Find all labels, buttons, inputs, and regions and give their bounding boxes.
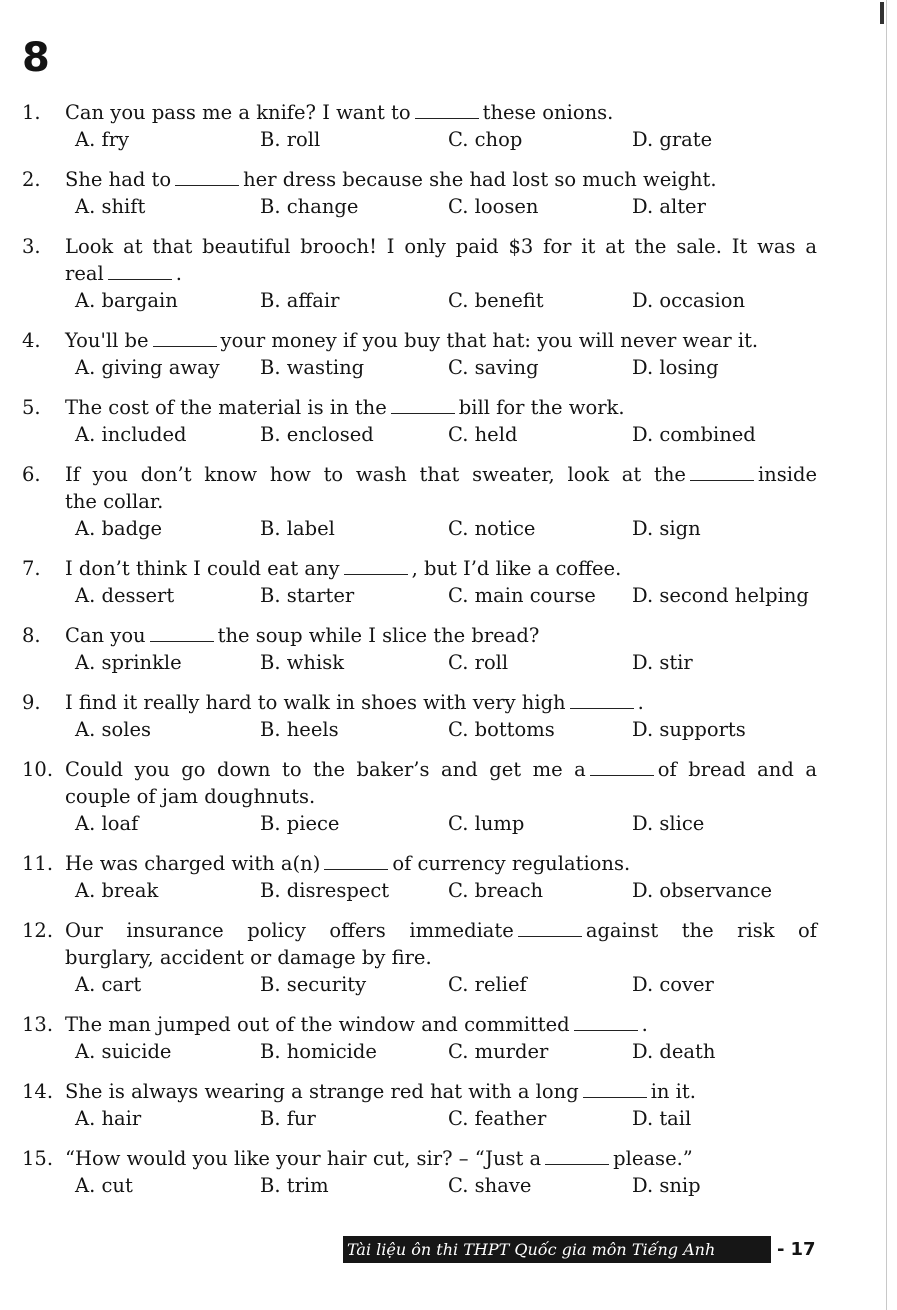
question-line <box>22 917 822 944</box>
question-text-before: You'll be <box>65 329 149 352</box>
question-text-after: inside <box>757 463 817 486</box>
question-text-before: Can you pass me a knife? I want to <box>65 101 411 124</box>
question-number: 7. <box>22 557 41 580</box>
answer-option: D. occasion <box>632 289 746 312</box>
answer-option: D. stir <box>632 651 693 674</box>
question-item <box>22 917 822 998</box>
question-item <box>22 756 822 837</box>
answer-option: A. soles <box>75 718 152 741</box>
question-text-before: She is always wearing a strange red hat with a long <box>65 1080 579 1103</box>
answer-option: D. tail <box>632 1107 692 1130</box>
question-text-continued: couple of jam doughnuts. <box>65 785 316 808</box>
question-text-before: The cost of the material is in the <box>65 396 387 419</box>
footer-separator: - <box>777 1239 785 1260</box>
question-line <box>22 166 822 193</box>
answer-option: A. shift <box>75 195 146 218</box>
answer-option: D. observance <box>632 879 773 902</box>
answer-blank <box>583 1079 647 1098</box>
question-text-before: Can you <box>65 624 146 647</box>
answer-option: C. shave <box>448 1174 532 1197</box>
question-number: 15. <box>22 1147 54 1170</box>
answer-options <box>22 515 822 542</box>
question-line <box>22 260 822 287</box>
answer-option: D. sign <box>632 517 701 540</box>
question-text <box>65 99 613 126</box>
answer-options <box>22 421 822 448</box>
answer-option: C. notice <box>448 517 536 540</box>
answer-option: B. heels <box>260 718 339 741</box>
question-line <box>22 1078 822 1105</box>
question-line <box>22 488 822 515</box>
question-line <box>22 944 822 971</box>
question-number: 3. <box>22 235 41 258</box>
answer-option: D. combined <box>632 423 756 446</box>
question-text <box>65 689 644 716</box>
answer-option: C. held <box>448 423 518 446</box>
question-line <box>22 555 822 582</box>
question-item <box>22 461 822 542</box>
answer-option: A. bargain <box>75 289 178 312</box>
question-text-after: of bread and a <box>657 758 817 781</box>
question-text-after: these onions. <box>482 101 614 124</box>
answer-options <box>22 126 822 153</box>
section-number: 8 <box>22 35 50 81</box>
answer-option: C. feather <box>448 1107 547 1130</box>
question-text-after: the soup while I slice the bread? <box>217 624 540 647</box>
answer-option: A. break <box>75 879 159 902</box>
answer-option: D. losing <box>632 356 719 379</box>
answer-option: B. whisk <box>260 651 345 674</box>
question-text-before: Could you go down to the baker’s and get me a <box>65 758 586 781</box>
question-number: 9. <box>22 691 41 714</box>
answer-option: D. slice <box>632 812 705 835</box>
question-text <box>65 622 539 649</box>
question-text <box>65 555 621 582</box>
answer-option: B. affair <box>260 289 340 312</box>
answer-blank <box>175 167 239 186</box>
question-line <box>22 461 822 488</box>
answer-options <box>22 649 822 676</box>
question-item <box>22 850 822 904</box>
answer-options <box>22 1105 822 1132</box>
answer-option: A. loaf <box>75 812 139 835</box>
answer-option: B. label <box>260 517 335 540</box>
question-text-before: He was charged with a(n) <box>65 852 321 875</box>
answer-options <box>22 582 822 609</box>
question-number: 8. <box>22 624 41 647</box>
binding-mark <box>880 2 884 24</box>
question-line <box>22 1145 822 1172</box>
answer-option: C. breach <box>448 879 544 902</box>
answer-option: B. roll <box>260 128 321 151</box>
answer-blank <box>570 690 634 709</box>
answer-option: A. badge <box>75 517 163 540</box>
question-item <box>22 166 822 220</box>
question-item <box>22 1145 822 1199</box>
answer-option: A. giving away <box>75 356 220 379</box>
answer-blank <box>108 261 172 280</box>
answer-blank <box>690 462 754 481</box>
question-line <box>22 756 822 783</box>
answer-option: B. trim <box>260 1174 329 1197</box>
answer-option: A. hair <box>75 1107 142 1130</box>
answer-options <box>22 877 822 904</box>
question-text <box>65 260 182 287</box>
question-number: 11. <box>22 852 54 875</box>
question-text-after: of currency regulations. <box>392 852 631 875</box>
question-text-before: She had to <box>65 168 172 191</box>
answer-options <box>22 810 822 837</box>
footer-banner: Tài liệu ôn thi THPT Quốc gia môn Tiếng Anh <box>343 1236 771 1263</box>
answer-option: B. homicide <box>260 1040 377 1063</box>
answer-options <box>22 1172 822 1199</box>
question-item <box>22 233 822 314</box>
answer-option: D. snip <box>632 1174 701 1197</box>
answer-option: B. fur <box>260 1107 316 1130</box>
question-text <box>65 1145 693 1172</box>
question-text-after: bill for the work. <box>458 396 625 419</box>
question-line <box>22 783 822 810</box>
answer-blank <box>415 100 479 119</box>
answer-option: C. main course <box>448 584 596 607</box>
answer-option: A. dessert <box>75 584 175 607</box>
question-text-before: I don’t think I could eat any <box>65 557 340 580</box>
question-line <box>22 622 822 649</box>
question-text-continued: the collar. <box>65 490 164 513</box>
question-text <box>65 327 758 354</box>
answer-options <box>22 354 822 381</box>
answer-option: D. death <box>632 1040 716 1063</box>
answer-blank <box>590 757 654 776</box>
answer-option: B. enclosed <box>260 423 374 446</box>
answer-option: B. security <box>260 973 367 996</box>
answer-blank <box>344 556 408 575</box>
answer-option: A. cart <box>75 973 142 996</box>
question-text <box>65 756 817 783</box>
answer-option: B. starter <box>260 584 355 607</box>
answer-option: C. chop <box>448 128 523 151</box>
question-text <box>65 1011 648 1038</box>
answer-option: A. suicide <box>75 1040 172 1063</box>
answer-option: B. disrespect <box>260 879 390 902</box>
answer-option: D. grate <box>632 128 713 151</box>
question-item <box>22 622 822 676</box>
answer-option: A. cut <box>75 1174 133 1197</box>
question-text: Look at that beautiful brooch! I only paid $3 for it at the sale. It was a <box>65 235 817 258</box>
answer-option: C. saving <box>448 356 539 379</box>
answer-blank <box>518 918 582 937</box>
answer-option: D. alter <box>632 195 706 218</box>
answer-option: C. murder <box>448 1040 549 1063</box>
question-text-after: . <box>641 1013 648 1036</box>
question-text <box>65 1078 696 1105</box>
question-line <box>22 689 822 716</box>
page-edge-line <box>886 0 887 1310</box>
answer-options <box>22 287 822 314</box>
question-number: 13. <box>22 1013 54 1036</box>
answer-option: B. piece <box>260 812 340 835</box>
answer-options <box>22 1038 822 1065</box>
question-item <box>22 689 822 743</box>
answer-option: C. relief <box>448 973 527 996</box>
question-number: 10. <box>22 758 54 781</box>
question-text-before: real <box>65 262 104 285</box>
answer-option: C. loosen <box>448 195 539 218</box>
question-text-before: If you don’t know how to wash that sweater, look at the <box>65 463 686 486</box>
answer-option: C. roll <box>448 651 509 674</box>
question-number: 5. <box>22 396 41 419</box>
question-text-after: your money if you buy that hat: you will never wear it. <box>220 329 759 352</box>
question-text-before: The man jumped out of the window and committed <box>65 1013 570 1036</box>
answer-option: A. sprinkle <box>75 651 182 674</box>
question-text-before: I find it really hard to walk in shoes with very high <box>65 691 566 714</box>
question-line <box>22 394 822 421</box>
page-footer <box>343 1236 816 1263</box>
answer-options <box>22 971 822 998</box>
answer-blank <box>574 1012 638 1031</box>
question-number: 6. <box>22 463 41 486</box>
answer-option: A. fry <box>75 128 130 151</box>
answer-option: C. lump <box>448 812 525 835</box>
question-item <box>22 394 822 448</box>
question-text <box>65 166 717 193</box>
question-text <box>65 917 817 944</box>
question-number: 4. <box>22 329 41 352</box>
question-item <box>22 555 822 609</box>
question-text-after: her dress because she had lost so much weight. <box>243 168 717 191</box>
answer-option: D. supports <box>632 718 746 741</box>
answer-blank <box>153 328 217 347</box>
answer-blank <box>324 851 388 870</box>
answer-options <box>22 716 822 743</box>
question-number: 12. <box>22 919 54 942</box>
question-text-after: . <box>637 691 644 714</box>
question-number: 1. <box>22 101 41 124</box>
question-item <box>22 327 822 381</box>
question-line <box>22 850 822 877</box>
question-line <box>22 327 822 354</box>
answer-option: D. cover <box>632 973 714 996</box>
answer-blank <box>545 1146 609 1165</box>
answer-option: C. benefit <box>448 289 544 312</box>
question-number: 14. <box>22 1080 54 1103</box>
question-line <box>22 1011 822 1038</box>
question-line <box>22 99 822 126</box>
question-text-after: in it. <box>650 1080 696 1103</box>
answer-option: C. bottoms <box>448 718 555 741</box>
footer-page-number: 17 <box>790 1239 816 1260</box>
question-text-after: . <box>175 262 182 285</box>
question-text-after: please.” <box>613 1147 693 1170</box>
question-text <box>65 461 817 488</box>
answer-option: A. included <box>75 423 187 446</box>
question-item <box>22 1078 822 1132</box>
question-line <box>22 233 822 260</box>
answer-option: B. change <box>260 195 359 218</box>
question-number: 2. <box>22 168 41 191</box>
question-text-continued: burglary, accident or damage by fire. <box>65 946 432 969</box>
question-text-after: , but I’d like a coffee. <box>411 557 622 580</box>
question-item <box>22 1011 822 1065</box>
answer-blank <box>150 623 214 642</box>
question-text <box>65 394 625 421</box>
question-text-before: Our insurance policy offers immediate <box>65 919 514 942</box>
question-text <box>65 850 630 877</box>
answer-options <box>22 193 822 220</box>
answer-blank <box>391 395 455 414</box>
answer-option: B. wasting <box>260 356 365 379</box>
question-text-after: against the risk of <box>585 919 817 942</box>
question-text-before: “How would you like your hair cut, sir? – “Just a <box>65 1147 542 1170</box>
question-item <box>22 99 822 153</box>
answer-option: D. second helping <box>632 584 809 607</box>
